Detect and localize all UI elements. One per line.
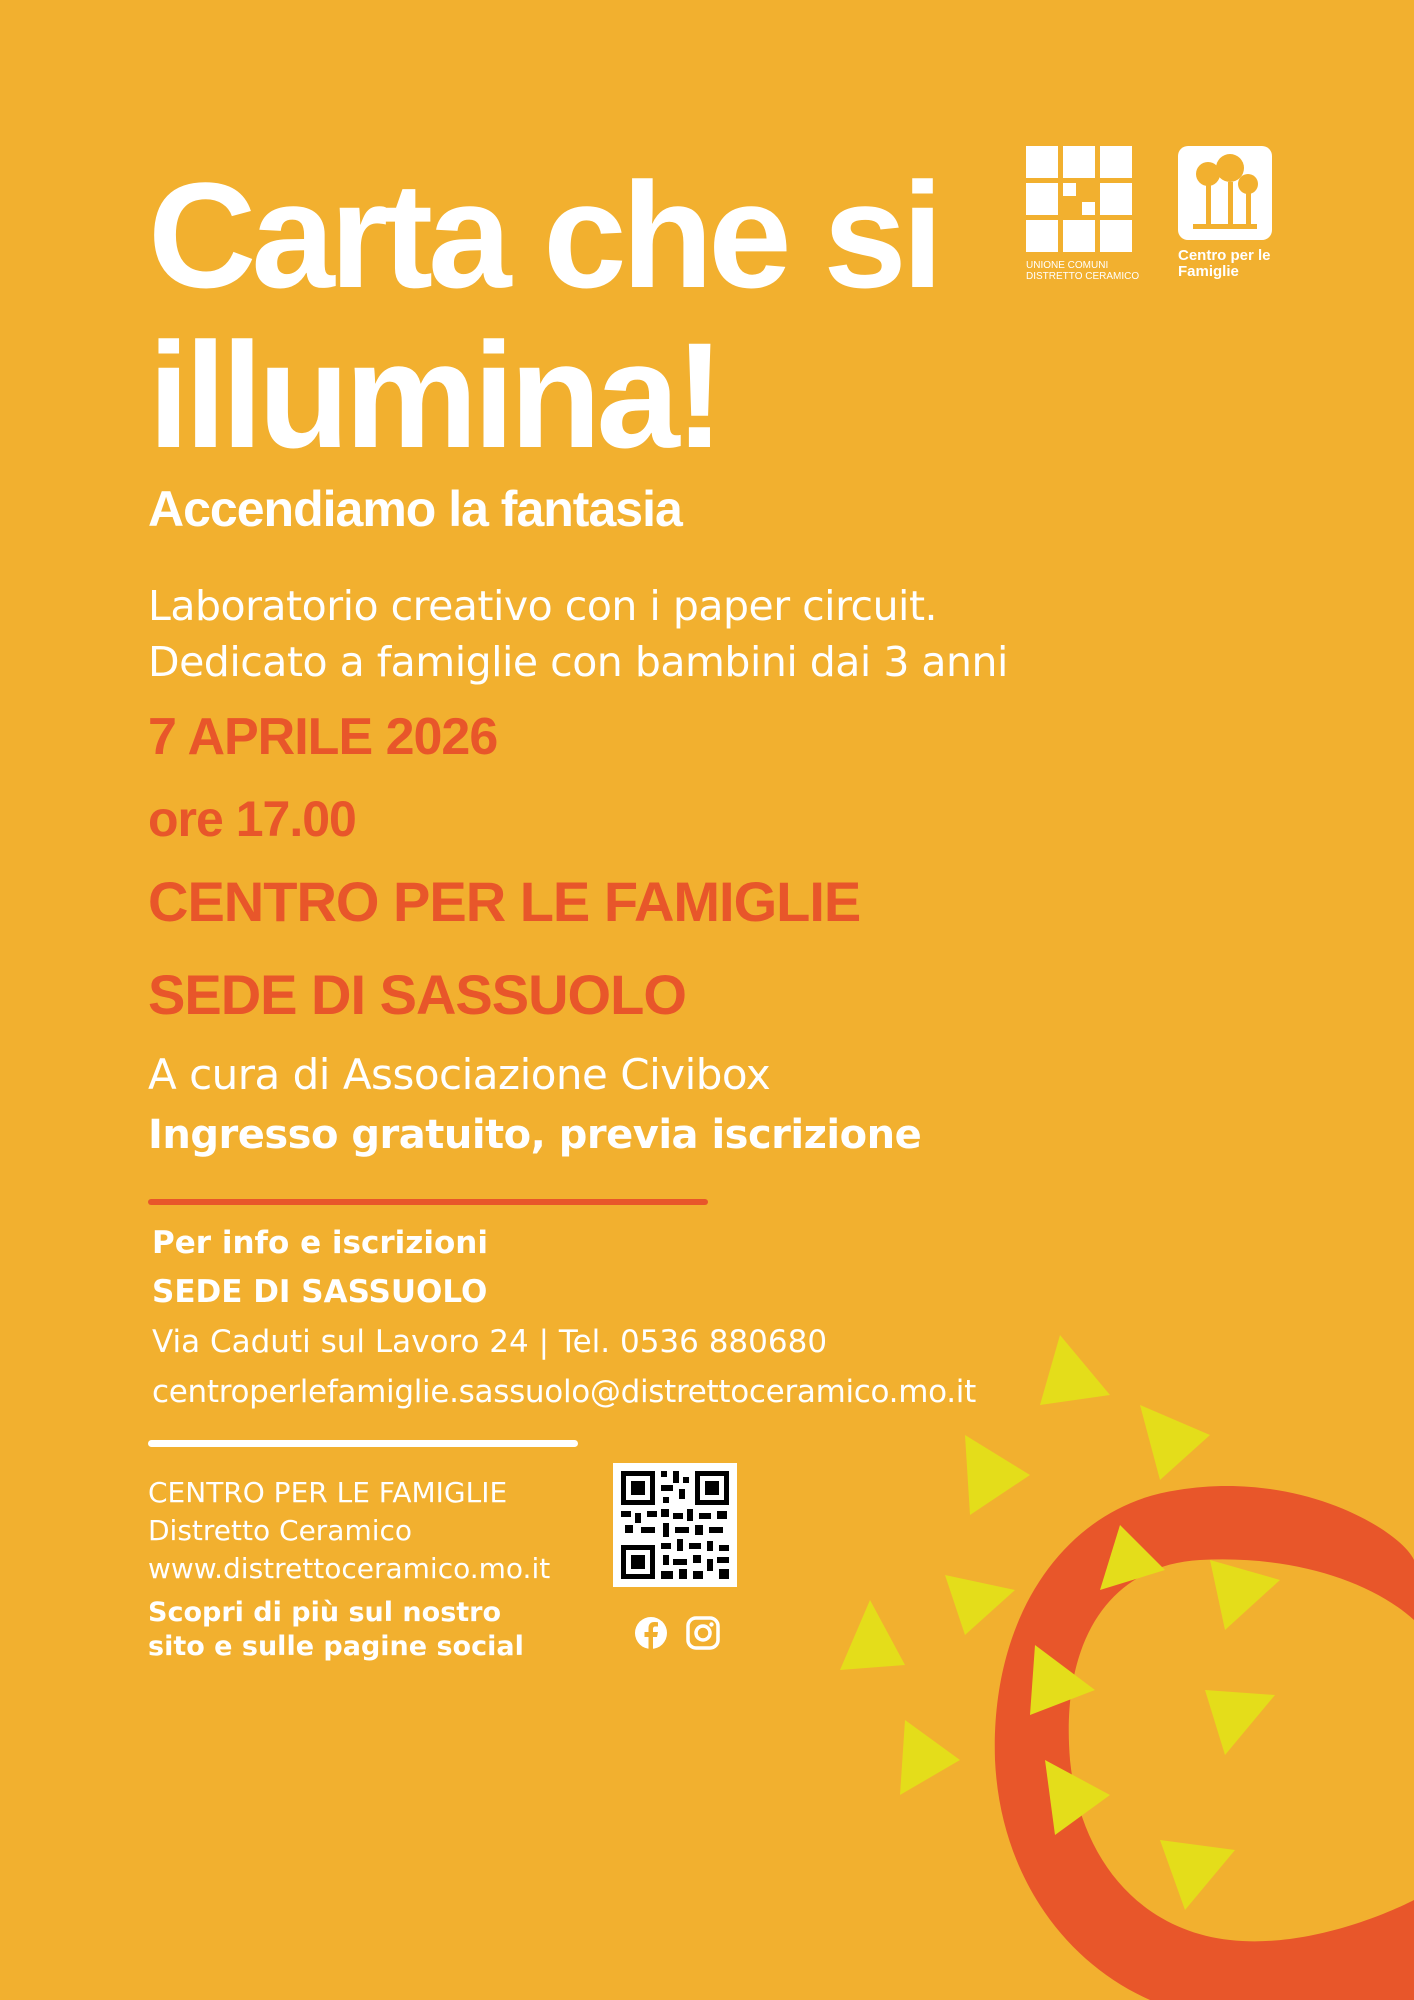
entry-info: Ingresso gratuito, previa iscrizione (148, 1112, 922, 1158)
qr-code[interactable] (613, 1463, 737, 1587)
discover-line: Scopri di più sul nostro (148, 1597, 502, 1628)
facebook-icon[interactable] (634, 1616, 668, 1650)
page-title (148, 151, 1008, 479)
triangle (900, 1720, 960, 1795)
curated-by: A cura di Associazione Civibox (148, 1050, 771, 1099)
triangle (1040, 1335, 1110, 1405)
logo-text-line: DISTRETTO CERAMICO (1026, 271, 1140, 282)
centro-famiglie-logo (1178, 146, 1274, 280)
contact-address: Via Caduti sul Lavoro 24 | Tel. 0536 880680 (152, 1324, 828, 1360)
triangle (1140, 1405, 1210, 1480)
description-line: Laboratorio creativo con i paper circuit. (148, 582, 938, 630)
triangle (965, 1435, 1030, 1515)
divider (148, 1199, 708, 1205)
contact-email[interactable]: centroperlefamiglie.sassuolo@distrettoceramico.mo.it (152, 1374, 976, 1410)
title-line: Carta che si (148, 151, 939, 319)
unione-comuni-logo (1026, 146, 1138, 282)
logo-text-line: Famiglie (1178, 263, 1239, 280)
trees-logo-icon (1178, 146, 1272, 240)
contact-sede: SEDE DI SASSUOLO (152, 1274, 488, 1310)
divider (148, 1440, 578, 1447)
triangle (1160, 1840, 1235, 1910)
footer-org (148, 1474, 550, 1588)
page-subtitle: Accendiamo la fantasia (148, 481, 682, 537)
event-description (148, 578, 1008, 690)
qr-code-icon (613, 1463, 737, 1587)
event-venue: CENTRO PER LE FAMIGLIE (148, 870, 861, 933)
triangle (1210, 1560, 1280, 1630)
event-date: 7 APRILE 2026 (148, 708, 498, 766)
logo-text-line: Centro per le (1178, 247, 1271, 264)
title-line: illumina! (148, 311, 720, 479)
triangle (1205, 1690, 1275, 1755)
footer-org-name: CENTRO PER LE FAMIGLIE (148, 1476, 508, 1509)
event-time: ore 17.00 (148, 791, 356, 847)
footer-website[interactable]: www.distrettoceramico.mo.it (148, 1552, 551, 1585)
footer-org-sub: Distretto Ceramico (148, 1514, 413, 1547)
orange-ring (995, 1486, 1414, 2000)
contact-label: Per info e iscrizioni (152, 1225, 488, 1261)
footer-discover (148, 1596, 548, 1664)
event-venue-sede: SEDE DI SASSUOLO (148, 963, 686, 1026)
triangle (840, 1600, 905, 1670)
discover-line: sito e sulle pagine social (148, 1631, 524, 1662)
description-line: Dedicato a famiglie con bambini dai 3 anni (148, 638, 1008, 686)
social-links (634, 1616, 720, 1650)
triangle (945, 1575, 1015, 1635)
logo-text-line: UNIONE COMUNI (1026, 260, 1109, 271)
instagram-icon[interactable] (686, 1616, 720, 1650)
grid-logo-icon (1026, 146, 1132, 252)
